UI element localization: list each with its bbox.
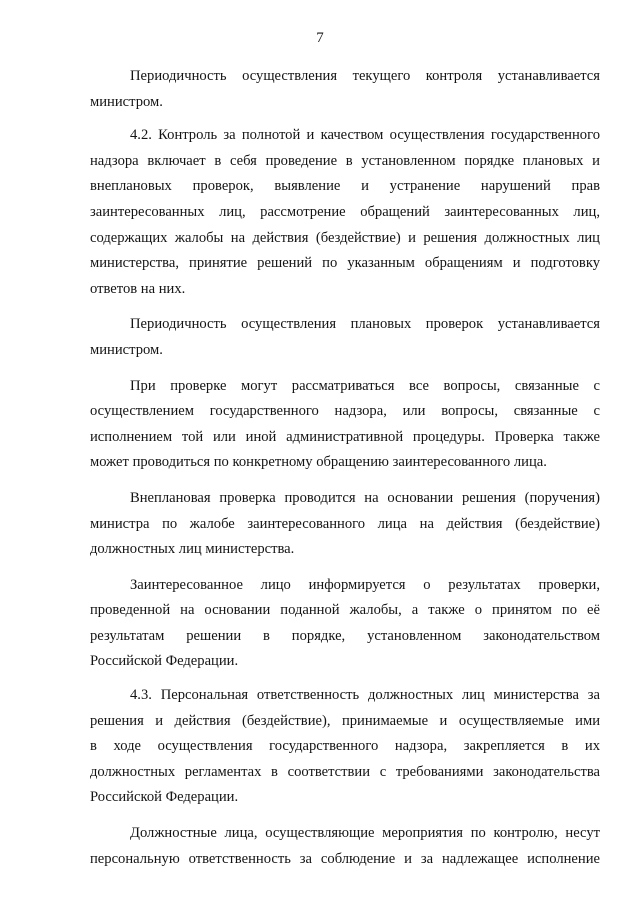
text-line: может проводиться по конкретному обращению заинтересованного лица.: [90, 454, 547, 471]
text-line: решения и действия (бездействие), принимаемые и осуществляемые ими: [90, 712, 600, 729]
text-line: Периодичность осуществления плановых проверок устанавливается: [130, 316, 600, 333]
text-line: в ходе осуществления государственного надзора, закрепляется в их: [90, 738, 600, 755]
paragraph-4-3: [90, 683, 600, 811]
text-line: результатам решении в порядке, установленном законодательством: [90, 627, 600, 644]
paragraph-officials-responsibility: [90, 821, 600, 872]
text-line: внеплановых проверок, выявление и устранение нарушений прав: [90, 178, 600, 195]
text-line: осуществлением государственного надзора, или вопросы, связанные с: [90, 403, 600, 420]
text-line: исполнением той или иной административной процедуры. Проверка также: [90, 428, 600, 445]
text-line: должностных лиц министерства.: [90, 541, 295, 558]
text-line: проведенной на основании поданной жалобы, а также о принятом по её: [90, 602, 600, 619]
text-line: Заинтересованное лицо информируется о результатах проверки,: [130, 576, 600, 593]
paragraph-unscheduled-inspection: [90, 486, 600, 563]
text-line: Российской Федерации.: [90, 653, 239, 670]
text-line: должностных регламентах в соответствии с требованиями законодательства: [90, 763, 600, 780]
page-number: 7: [316, 30, 324, 46]
text-line: 4.2. Контроль за полнотой и качеством осуществления государственного: [130, 127, 600, 144]
document-body: [90, 64, 600, 872]
text-line: Должностные лица, осуществляющие мероприятия по контролю, несут: [130, 825, 600, 842]
text-line: заинтересованных лиц, рассмотрение обращений заинтересованных лиц,: [90, 203, 600, 220]
text-line: персональную ответственность за соблюдение и за надлежащее исполнение: [90, 850, 600, 867]
paragraph-monitoring-frequency: [90, 64, 600, 115]
paragraph-planned-inspections: [90, 312, 600, 363]
text-line: ответов на них.: [90, 280, 186, 297]
text-line: министром.: [90, 93, 163, 110]
text-line: министерства, принятие решений по указанным обращениям и подготовку: [90, 255, 600, 272]
text-line: содержащих жалобы на действия (бездействие) и решения должностных лиц: [90, 229, 600, 246]
paragraph-informing: [90, 573, 600, 675]
text-line: Периодичность осуществления текущего контроля устанавливается: [130, 68, 600, 84]
text-line: Внеплановая проверка проводится на основании решения (поручения): [130, 489, 600, 506]
text-line: надзора включает в себя проведение в установленном порядке плановых и: [90, 152, 600, 169]
paragraph-inspection-scope: [90, 374, 600, 476]
paragraph-4-2: [90, 123, 600, 302]
text-line: 4.3. Персональная ответственность должностных лиц министерства за: [130, 687, 600, 704]
text-line: При проверке могут рассматриваться все вопросы, связанные с: [130, 377, 600, 394]
text-line: министра по жалобе заинтересованного лица на действия (бездействие): [90, 515, 600, 532]
text-line: Российской Федерации.: [90, 789, 239, 806]
text-line: министром.: [90, 341, 163, 358]
